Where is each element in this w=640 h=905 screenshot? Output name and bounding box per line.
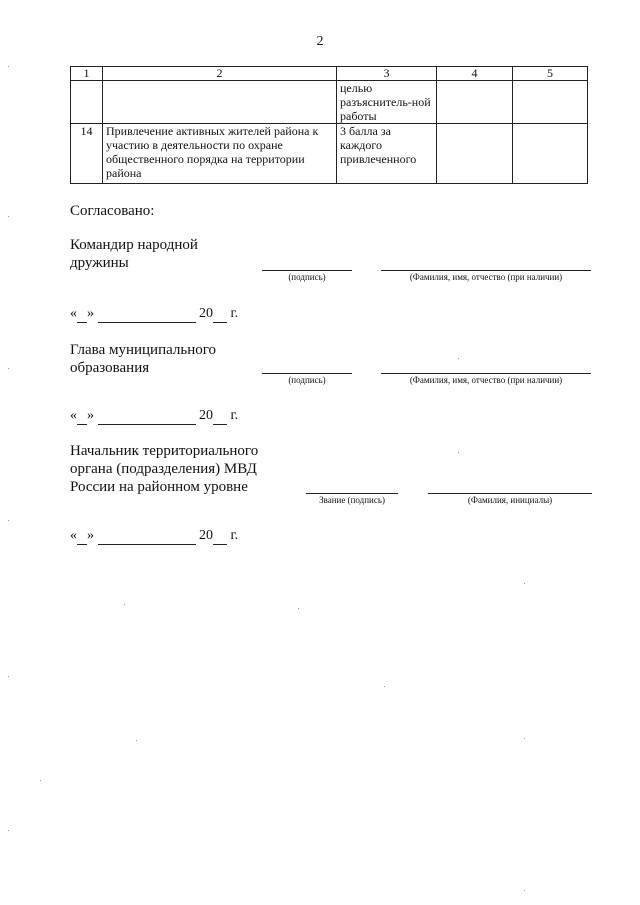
scan-speck — [8, 368, 9, 369]
year-prefix: 20 — [199, 528, 213, 543]
scan-speck — [8, 216, 9, 217]
table-row — [71, 124, 588, 184]
scan-speck — [136, 740, 137, 741]
table-cell-score: 3 балла за каждого привлеченного — [337, 124, 437, 184]
signatory-title — [70, 341, 216, 377]
page-number: 2 — [316, 34, 324, 49]
scan-speck — [8, 676, 9, 677]
signature-caption: (подпись) — [288, 272, 326, 282]
table-row — [71, 81, 588, 124]
quote-close: » — [87, 528, 94, 543]
scan-speck — [124, 604, 125, 605]
table-cell-col4 — [437, 81, 513, 124]
name-line — [381, 270, 591, 271]
table-header-cell: 1 — [71, 67, 103, 81]
scan-speck — [8, 66, 9, 67]
date-line — [70, 306, 238, 323]
year-blank — [213, 408, 227, 425]
scan-speck — [40, 780, 41, 781]
signatory-title-line: Командир народной — [70, 237, 198, 253]
year-prefix: 20 — [199, 306, 213, 321]
scan-speck — [458, 452, 459, 453]
signatory-title-line: органа (подразделения) МВД — [70, 461, 257, 477]
signatory-title-line: образования — [70, 360, 150, 376]
signature-line — [262, 270, 352, 271]
signatory-title-line: Начальник территориального — [70, 443, 259, 459]
year-prefix: 20 — [199, 408, 213, 423]
signatory-title-line: дружины — [70, 255, 129, 271]
year-suffix: г. — [230, 306, 239, 321]
criteria-table — [70, 66, 588, 184]
name-caption: (Фамилия, инициалы) — [467, 495, 553, 505]
quote-open: « — [70, 306, 77, 321]
table-cell-col5 — [513, 124, 588, 184]
day-blank — [77, 408, 87, 425]
scan-speck — [8, 830, 9, 831]
scan-speck — [298, 608, 299, 609]
name-caption: (Фамилия, имя, отчество (при наличии) — [409, 375, 563, 385]
month-blank — [98, 528, 196, 545]
table-cell-score: целью разъяснитель-ной работы — [337, 81, 437, 124]
table-cell-col4 — [437, 124, 513, 184]
scan-speck — [524, 738, 525, 739]
scan-speck — [524, 890, 525, 891]
table-header-cell: 4 — [437, 67, 513, 81]
signature-line — [262, 373, 352, 374]
year-suffix: г. — [230, 528, 239, 543]
table-cell-number: 14 — [71, 124, 103, 184]
table-header-row — [71, 67, 588, 81]
table-header-cell: 5 — [513, 67, 588, 81]
table-cell-criterion: Привлечение активных жителей района к участию в деятельности по охране общественного порядка на территории района — [103, 124, 337, 184]
signatory-title — [70, 236, 198, 272]
name-caption: (Фамилия, имя, отчество (при наличии) — [409, 272, 563, 282]
quote-open: « — [70, 528, 77, 543]
year-blank — [213, 528, 227, 545]
approved-label: Согласовано: — [70, 203, 155, 219]
quote-close: » — [87, 408, 94, 423]
signatory-title-line: России на районном уровне — [70, 479, 248, 495]
signature-caption: (подпись) — [288, 375, 326, 385]
scan-speck — [458, 358, 459, 359]
table-header-cell: 2 — [103, 67, 337, 81]
month-blank — [98, 408, 196, 425]
date-line — [70, 528, 238, 545]
signature-line — [306, 493, 398, 494]
table-header-cell: 3 — [337, 67, 437, 81]
table-cell-col5 — [513, 81, 588, 124]
table-cell-criterion — [103, 81, 337, 124]
scan-speck — [8, 520, 9, 521]
quote-open: « — [70, 408, 77, 423]
name-line — [381, 373, 591, 374]
signatory-title — [70, 442, 258, 496]
month-blank — [98, 306, 196, 323]
scan-speck — [524, 583, 525, 584]
name-line — [428, 493, 592, 494]
year-suffix: г. — [230, 408, 239, 423]
scan-speck — [384, 686, 385, 687]
signature-caption: Звание (подпись) — [319, 495, 385, 505]
signatory-title-line: Глава муниципального — [70, 342, 217, 358]
table-cell-number — [71, 81, 103, 124]
date-line — [70, 408, 238, 425]
day-blank — [77, 306, 87, 323]
year-blank — [213, 306, 227, 323]
day-blank — [77, 528, 87, 545]
quote-close: » — [87, 306, 94, 321]
